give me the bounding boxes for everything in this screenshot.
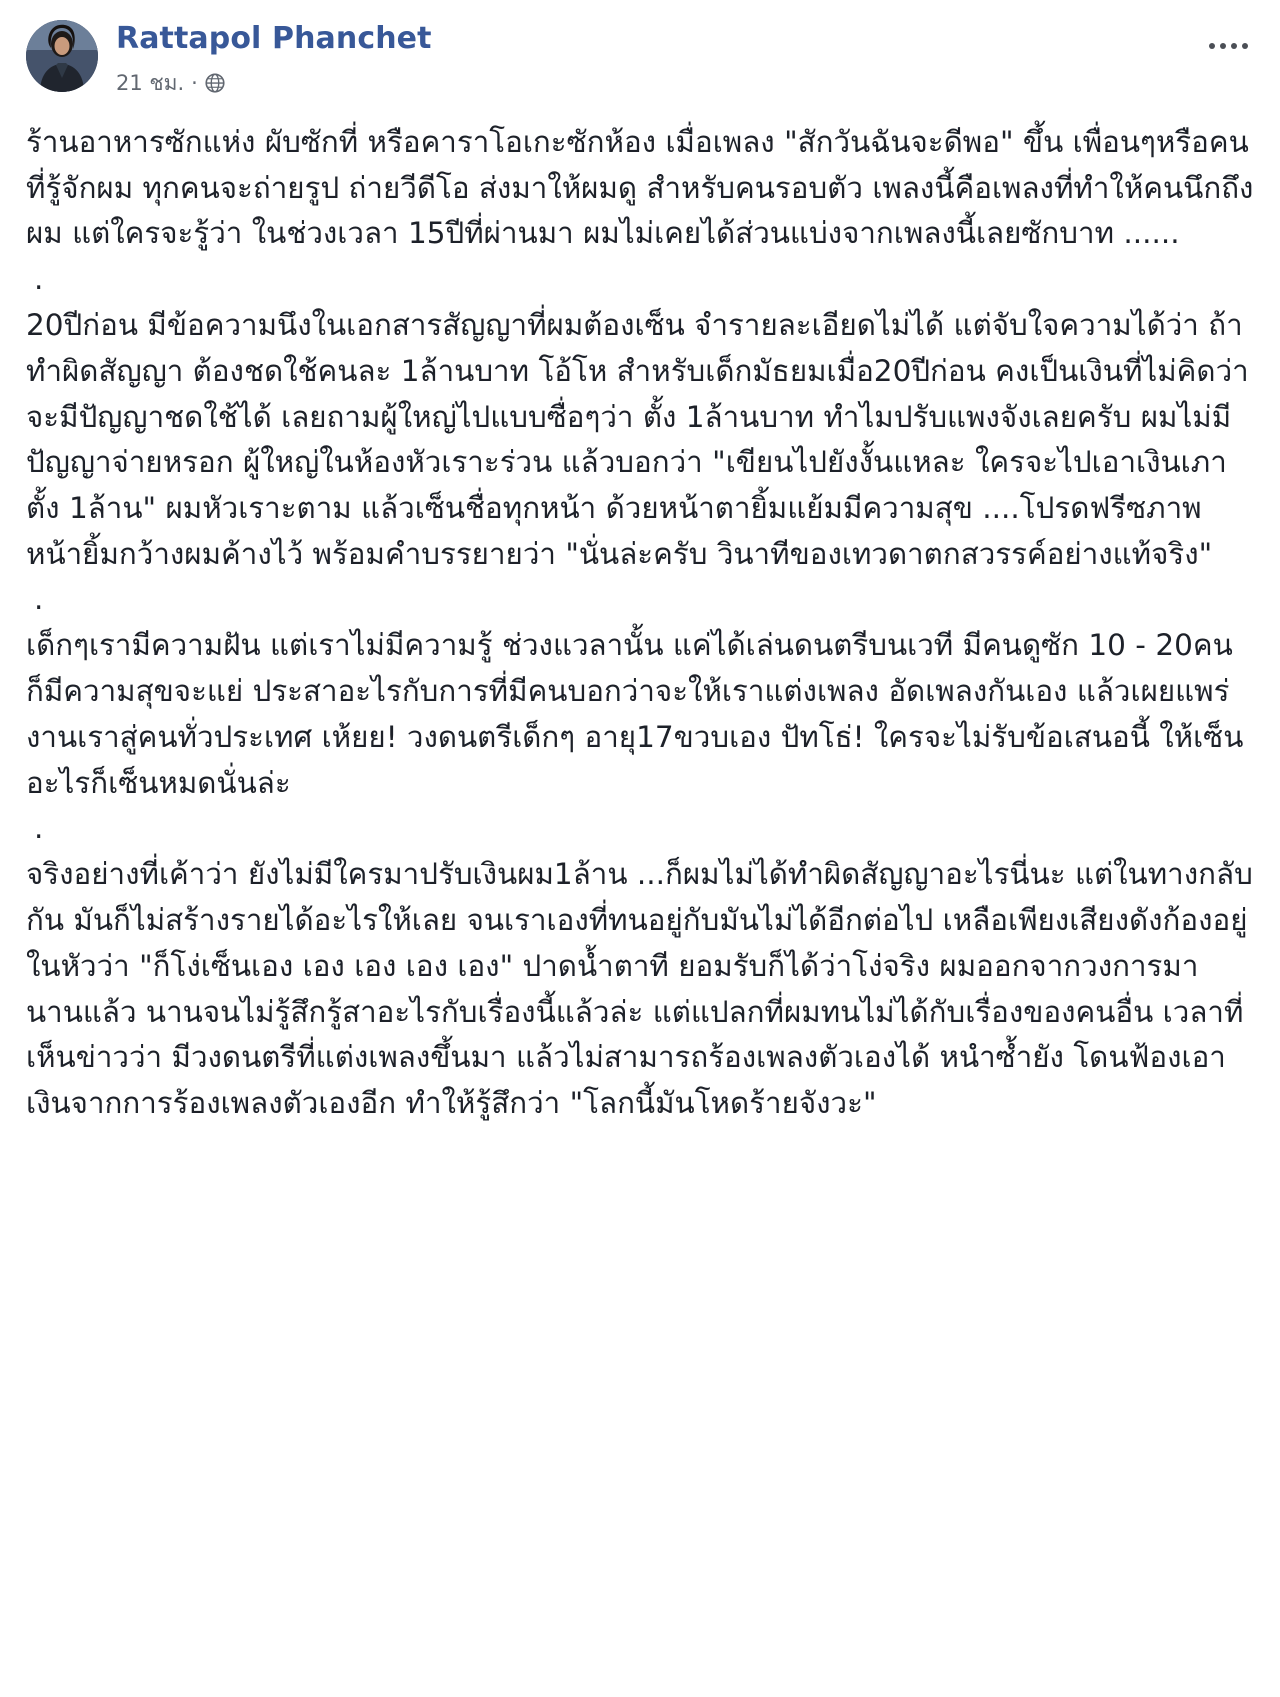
post-options-button[interactable] [1202,30,1254,62]
post-paragraph: ร้านอาหารซักแห่ง ผับซักที่ หรือคาราโอเกะซักห้อง เมื่อเพลง "สักวันฉันจะดีพอ" ขึ้น เพื่อนๆหรือคนที่รู้จักผม ทุกคนจะถ่ายรูป ถ่ายวีดีโอ ส่งมาให้ผมดู สำหรับคนรอบตัว เพลงนี้คือเพลงที่ทำให้คนนึกถึงผม แต่ใครจะรู้ว่า ในช่วงเวลา 15ปีที่ผ่านมา ผมไม่เคยได้ส่วนแบ่งจากเพลงนี้เลยซักบาท ...... [26,125,1254,251]
post-timestamp[interactable]: 21 ชม. [116,70,185,95]
ellipsis-icon [1209,43,1248,49]
avatar-photo-icon [26,20,98,92]
post-paragraph: 20ปีก่อน มีข้อความนึงในเอกสารสัญญาที่ผมต้องเซ็น จำรายละเอียดไม่ได้ แต่จับใจความได้ว่า ถ้าทำผิดสัญญา ต้องชดใช้คนละ 1ล้านบาท โอ้โห สำหรับเด็กมัธยมเมื่อ20ปีก่อน คงเป็นเงินที่ไม่คิดว่าจะมีปัญญาชดใช้ได้ เลยถามผู้ใหญ่ไปแบบซื่อๆว่า ตั้ง 1ล้านบาท ทำไมปรับแพงจังเลยครับ ผมไม่มีปัญญาจ่ายหรอก ผู้ใหญ่ในห้องหัวเราะร่วน แล้วบอกว่า "เขียนไปยังงั้นแหละ ใครจะไปเอาเงินเภาตั้ง 1ล้าน" ผมหัวเราะตาม แล้วเซ็นชื่อทุกหน้า ด้วยหน้าตายิ้มแย้มมีความสุข ....โปรดฟรีซภาพหน้ายิ้มกว้างผมค้างไว้ พร้อมคำบรรยายว่า "นั่นล่ะครับ วินาทีของเทวดาตกสวรรค์อย่างแท้จริง" [26,308,1249,571]
post-meta [116,67,432,100]
post-paragraph: จริงอย่างที่เค้าว่า ยังไม่มีใครมาปรับเงินผม1ล้าน ...ก็ผมไม่ได้ทำผิดสัญญาอะไรนี่นะ แต่ในทางกลับกัน มันก็ไม่สร้างรายได้อะไรให้เลย จนเราเองที่ทนอยู่กับมันไม่ได้อีกต่อไป เหลือเพียงเสียงดังก้องอยู่ในหัวว่า "ก็โง่เซ็นเอง เอง เอง เอง เอง" ปาดน้ำตาที ยอมรับก็ได้ว่าโง่จริง ผมออกจากวงการมานานแล้ว นานจนไม่รู้สึกรู้สาอะไรกับเรื่องนี้แล้วล่ะ แต่แปลกที่ผมทนไม่ได้กับเรื่องของคนอื่น เวลาที่เห็นข่าวว่า มีวงดนตรีที่แต่งเพลงขึ้นมา แล้วไม่สามารถร้องเพลงตัวเองได้ หนำซ้ำยัง โดนฟ้องเอาเงินจากการร้องเพลงตัวเองอีก ทำให้รู้สึกว่า "โลกนี้มันโหดร้ายจังวะ" [26,857,1253,1120]
author-name[interactable]: Rattapol Phanchet [116,21,432,56]
post-paragraph: เด็กๆเรามีความฝัน แต่เราไม่มีความรู้ ช่วงแวลานั้น แค่ได้เล่นดนตรีบนเวที มีคนดูซัก 10 - 20คน ก็มีความสุขจะแย่ ประสาอะไรกับการที่มีคนบอกว่าจะให้เราแต่งเพลง อัดเพลงกันเอง แล้วเผยแพร่งานเราสู่คนทั่วประเทศ เห้ยย! วงดนตรีเด็กๆ อายุ17ขวบเอง ปัทโธ่! ใครจะไม่รับข้อเสนอนี้ ให้เซ็นอะไรก็เซ็นหมดนั่นล่ะ [26,628,1244,800]
meta-separator: · [191,71,198,95]
post-header-text [116,14,432,100]
post-header [26,14,1254,110]
globe-icon[interactable] [205,73,225,93]
post-paragraph-spacer: . [34,811,44,846]
post-paragraph-spacer: . [34,582,44,617]
avatar[interactable] [26,20,98,92]
post-body [26,120,1254,1147]
post-paragraph-spacer: . [34,262,44,297]
